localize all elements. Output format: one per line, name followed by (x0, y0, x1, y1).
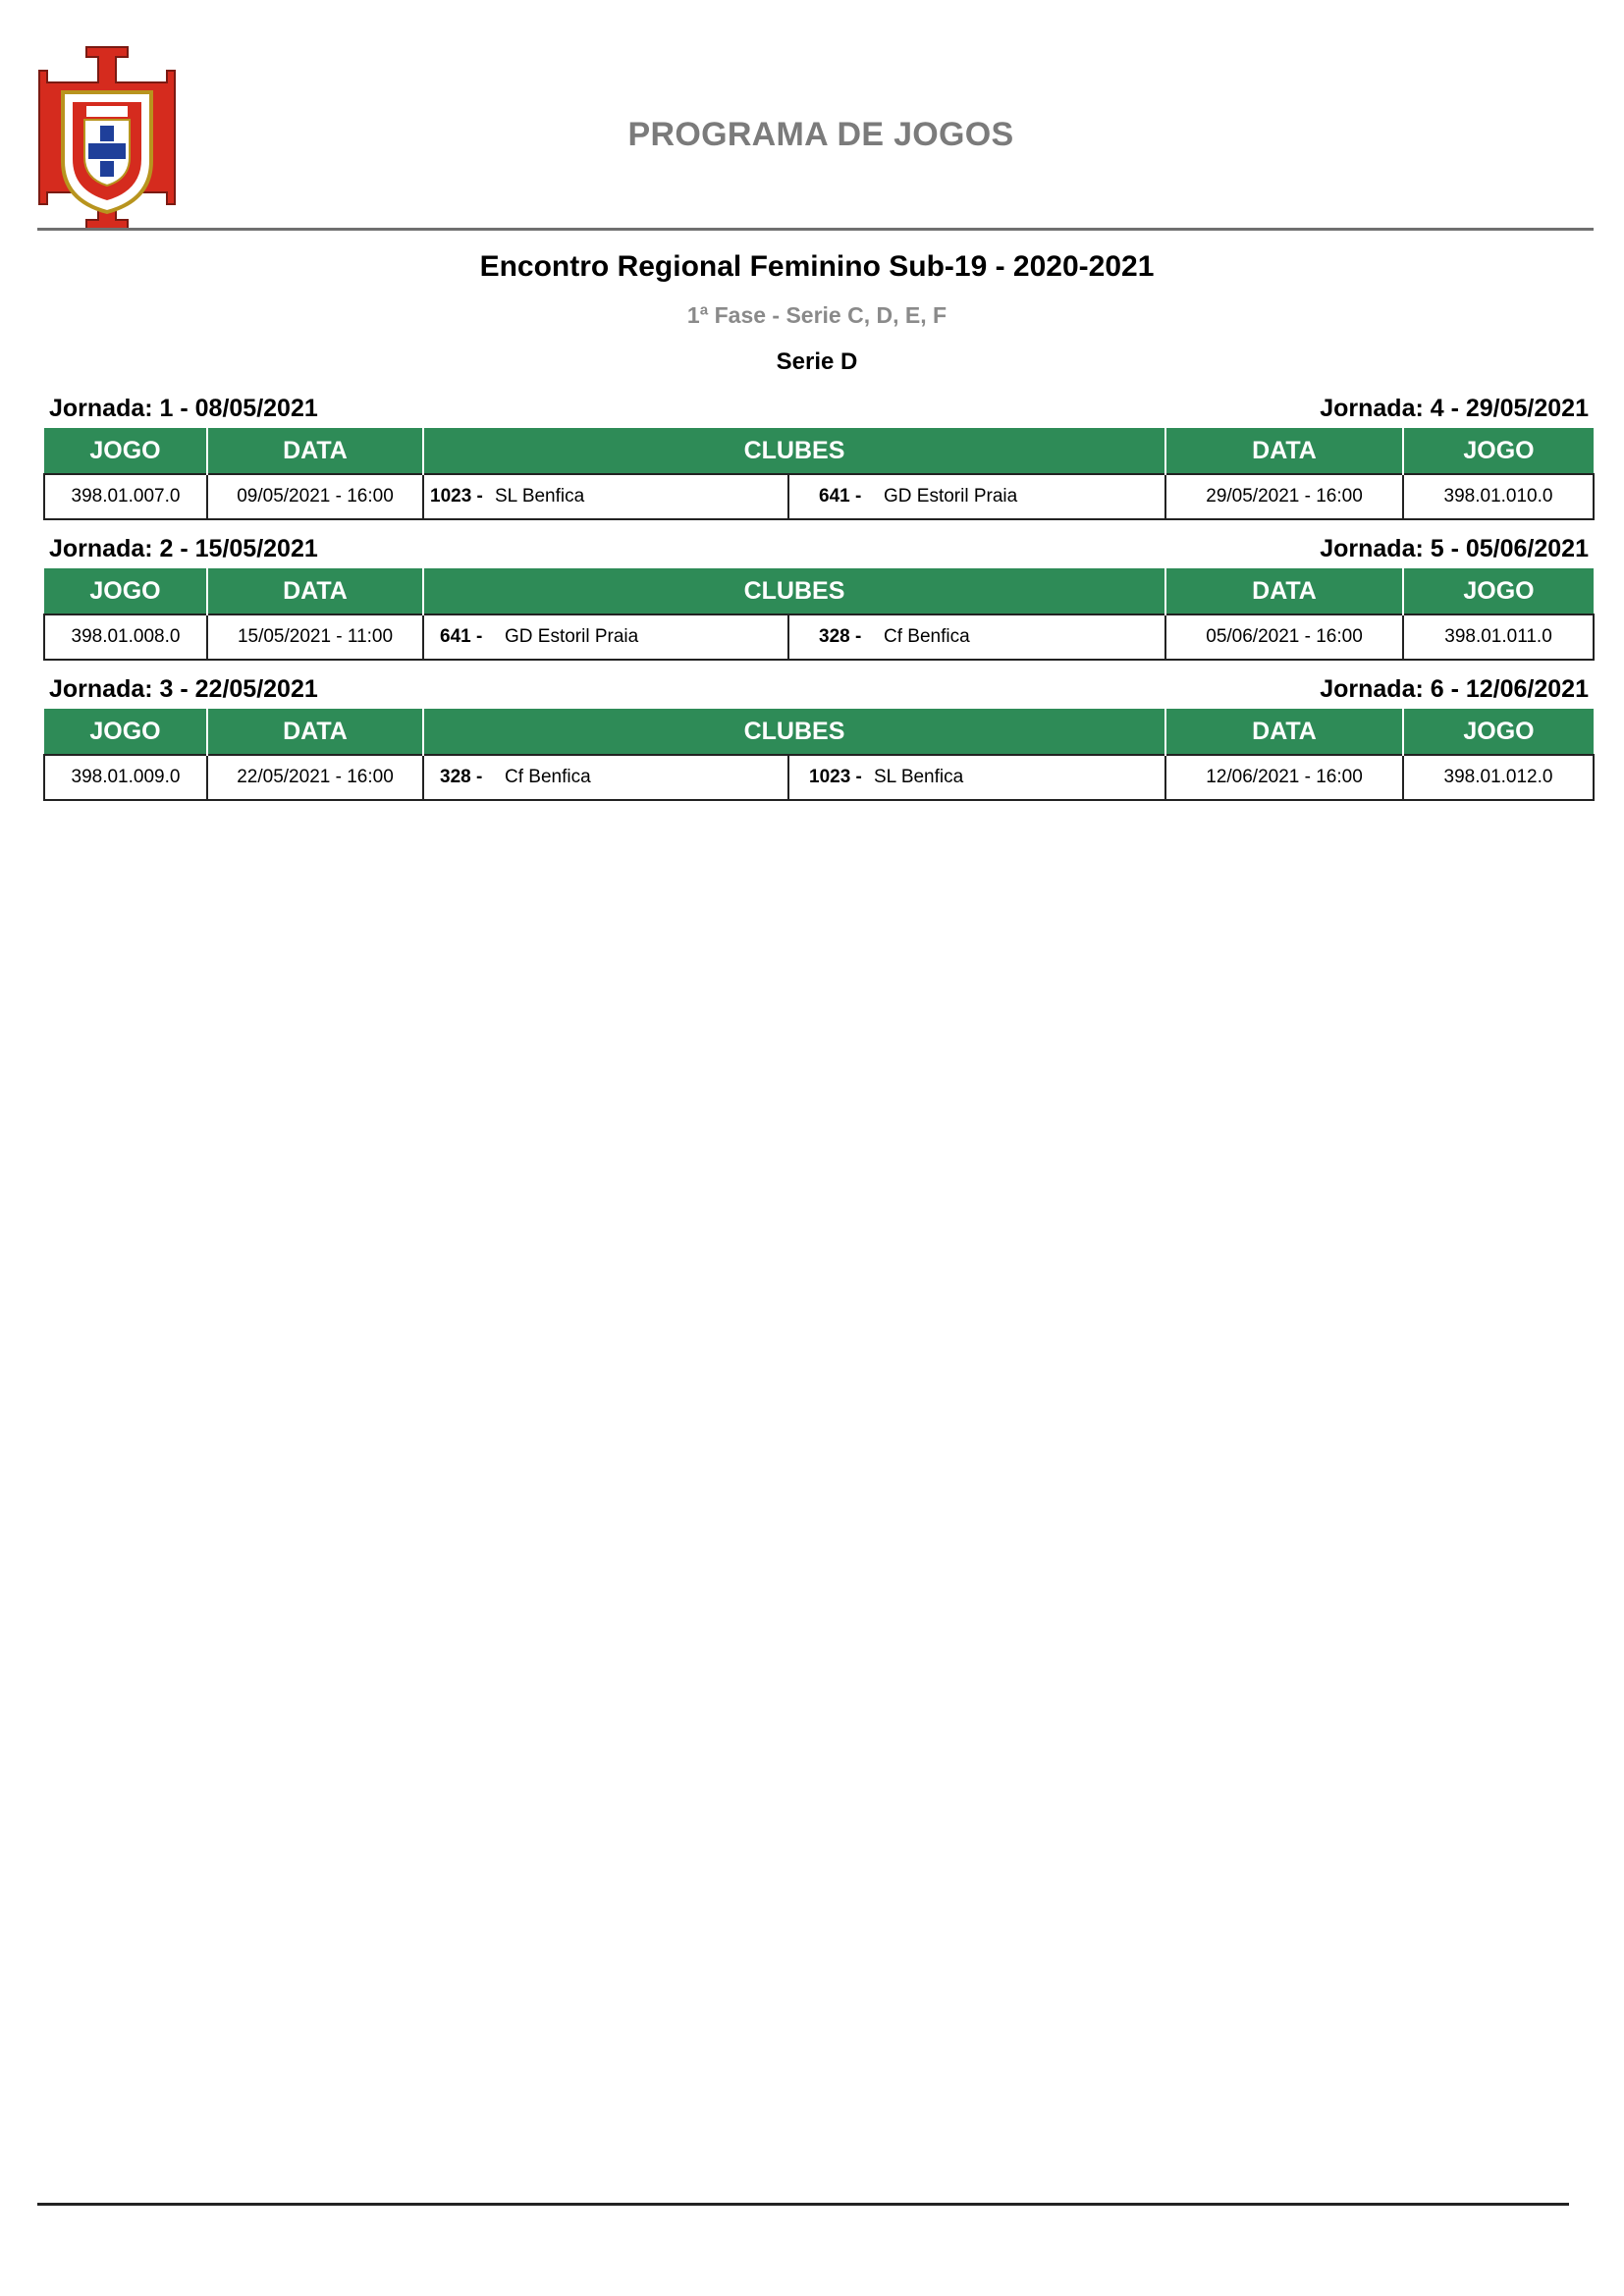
game-id-left: 398.01.007.0 (44, 474, 207, 519)
away-club-name: Cf Benfica (884, 626, 970, 647)
col-header-jogo: JOGO (44, 568, 207, 614)
away-club (788, 474, 1165, 519)
col-header-jogo: JOGO (1403, 568, 1594, 614)
table-row (44, 474, 1594, 519)
col-header-jogo: JOGO (44, 428, 207, 474)
game-id-left: 398.01.009.0 (44, 755, 207, 800)
home-club-number: 328 - (440, 767, 483, 787)
round-label-right: Jornada: 6 - 12/06/2021 (1320, 675, 1589, 703)
phase-subtitle: 1ª Fase - Serie C, D, E, F (686, 302, 947, 328)
col-header-data: DATA (1165, 428, 1403, 474)
round-label-left: Jornada: 1 - 08/05/2021 (49, 395, 318, 422)
away-club-number: 641 - (819, 486, 862, 507)
home-club (423, 614, 788, 660)
fixture-table (43, 709, 1595, 801)
game-id-right: 398.01.011.0 (1403, 614, 1594, 660)
fixture-table (43, 428, 1595, 520)
game-date-left: 09/05/2021 - 16:00 (207, 474, 423, 519)
home-club (423, 474, 788, 519)
round-header (43, 673, 1593, 709)
away-club-number: 328 - (819, 626, 862, 647)
col-header-clubes: CLUBES (423, 709, 1165, 755)
game-id-left: 398.01.008.0 (44, 614, 207, 660)
col-header-clubes: CLUBES (423, 428, 1165, 474)
away-club-name: SL Benfica (874, 767, 964, 787)
fixture-table (43, 568, 1595, 661)
round-label-right: Jornada: 5 - 05/06/2021 (1320, 535, 1589, 562)
round-block (43, 393, 1593, 520)
serie-heading: Serie D (776, 348, 858, 375)
round-header (43, 393, 1593, 428)
col-header-data: DATA (207, 428, 423, 474)
away-club (788, 755, 1165, 800)
competition-title: Encontro Regional Feminino Sub-19 - 2020-2021 (479, 250, 1155, 283)
home-club-number: 1023 - (430, 486, 483, 507)
table-header-row (44, 709, 1594, 755)
home-club (423, 755, 788, 800)
col-header-data: DATA (1165, 709, 1403, 755)
col-header-data: DATA (1165, 568, 1403, 614)
header-divider (37, 228, 1594, 231)
away-club-number: 1023 - (809, 767, 862, 787)
home-club-name: SL Benfica (495, 486, 585, 507)
round-block (43, 673, 1593, 801)
col-header-jogo: JOGO (1403, 709, 1594, 755)
col-header-clubes: CLUBES (423, 568, 1165, 614)
round-header (43, 533, 1593, 568)
home-club-name: GD Estoril Praia (505, 626, 639, 647)
home-club-name: Cf Benfica (505, 767, 591, 787)
round-label-right: Jornada: 4 - 29/05/2021 (1320, 395, 1589, 422)
col-header-data: DATA (207, 709, 423, 755)
game-date-right: 29/05/2021 - 16:00 (1165, 474, 1403, 519)
table-header-row (44, 428, 1594, 474)
table-row (44, 755, 1594, 800)
away-club-name: GD Estoril Praia (884, 486, 1018, 507)
col-header-jogo: JOGO (44, 709, 207, 755)
game-date-left: 15/05/2021 - 11:00 (207, 614, 423, 660)
home-club-number: 641 - (440, 626, 483, 647)
round-label-left: Jornada: 3 - 22/05/2021 (49, 675, 318, 703)
table-header-row (44, 568, 1594, 614)
table-row (44, 614, 1594, 660)
round-label-left: Jornada: 2 - 15/05/2021 (49, 535, 318, 562)
away-club (788, 614, 1165, 660)
footer-divider (37, 2203, 1569, 2206)
col-header-jogo: JOGO (1403, 428, 1594, 474)
col-header-data: DATA (207, 568, 423, 614)
game-date-right: 12/06/2021 - 16:00 (1165, 755, 1403, 800)
page-title: PROGRAMA DE JOGOS (627, 116, 1014, 153)
game-id-right: 398.01.010.0 (1403, 474, 1594, 519)
game-id-right: 398.01.012.0 (1403, 755, 1594, 800)
game-date-left: 22/05/2021 - 16:00 (207, 755, 423, 800)
game-date-right: 05/06/2021 - 16:00 (1165, 614, 1403, 660)
round-block (43, 533, 1593, 661)
